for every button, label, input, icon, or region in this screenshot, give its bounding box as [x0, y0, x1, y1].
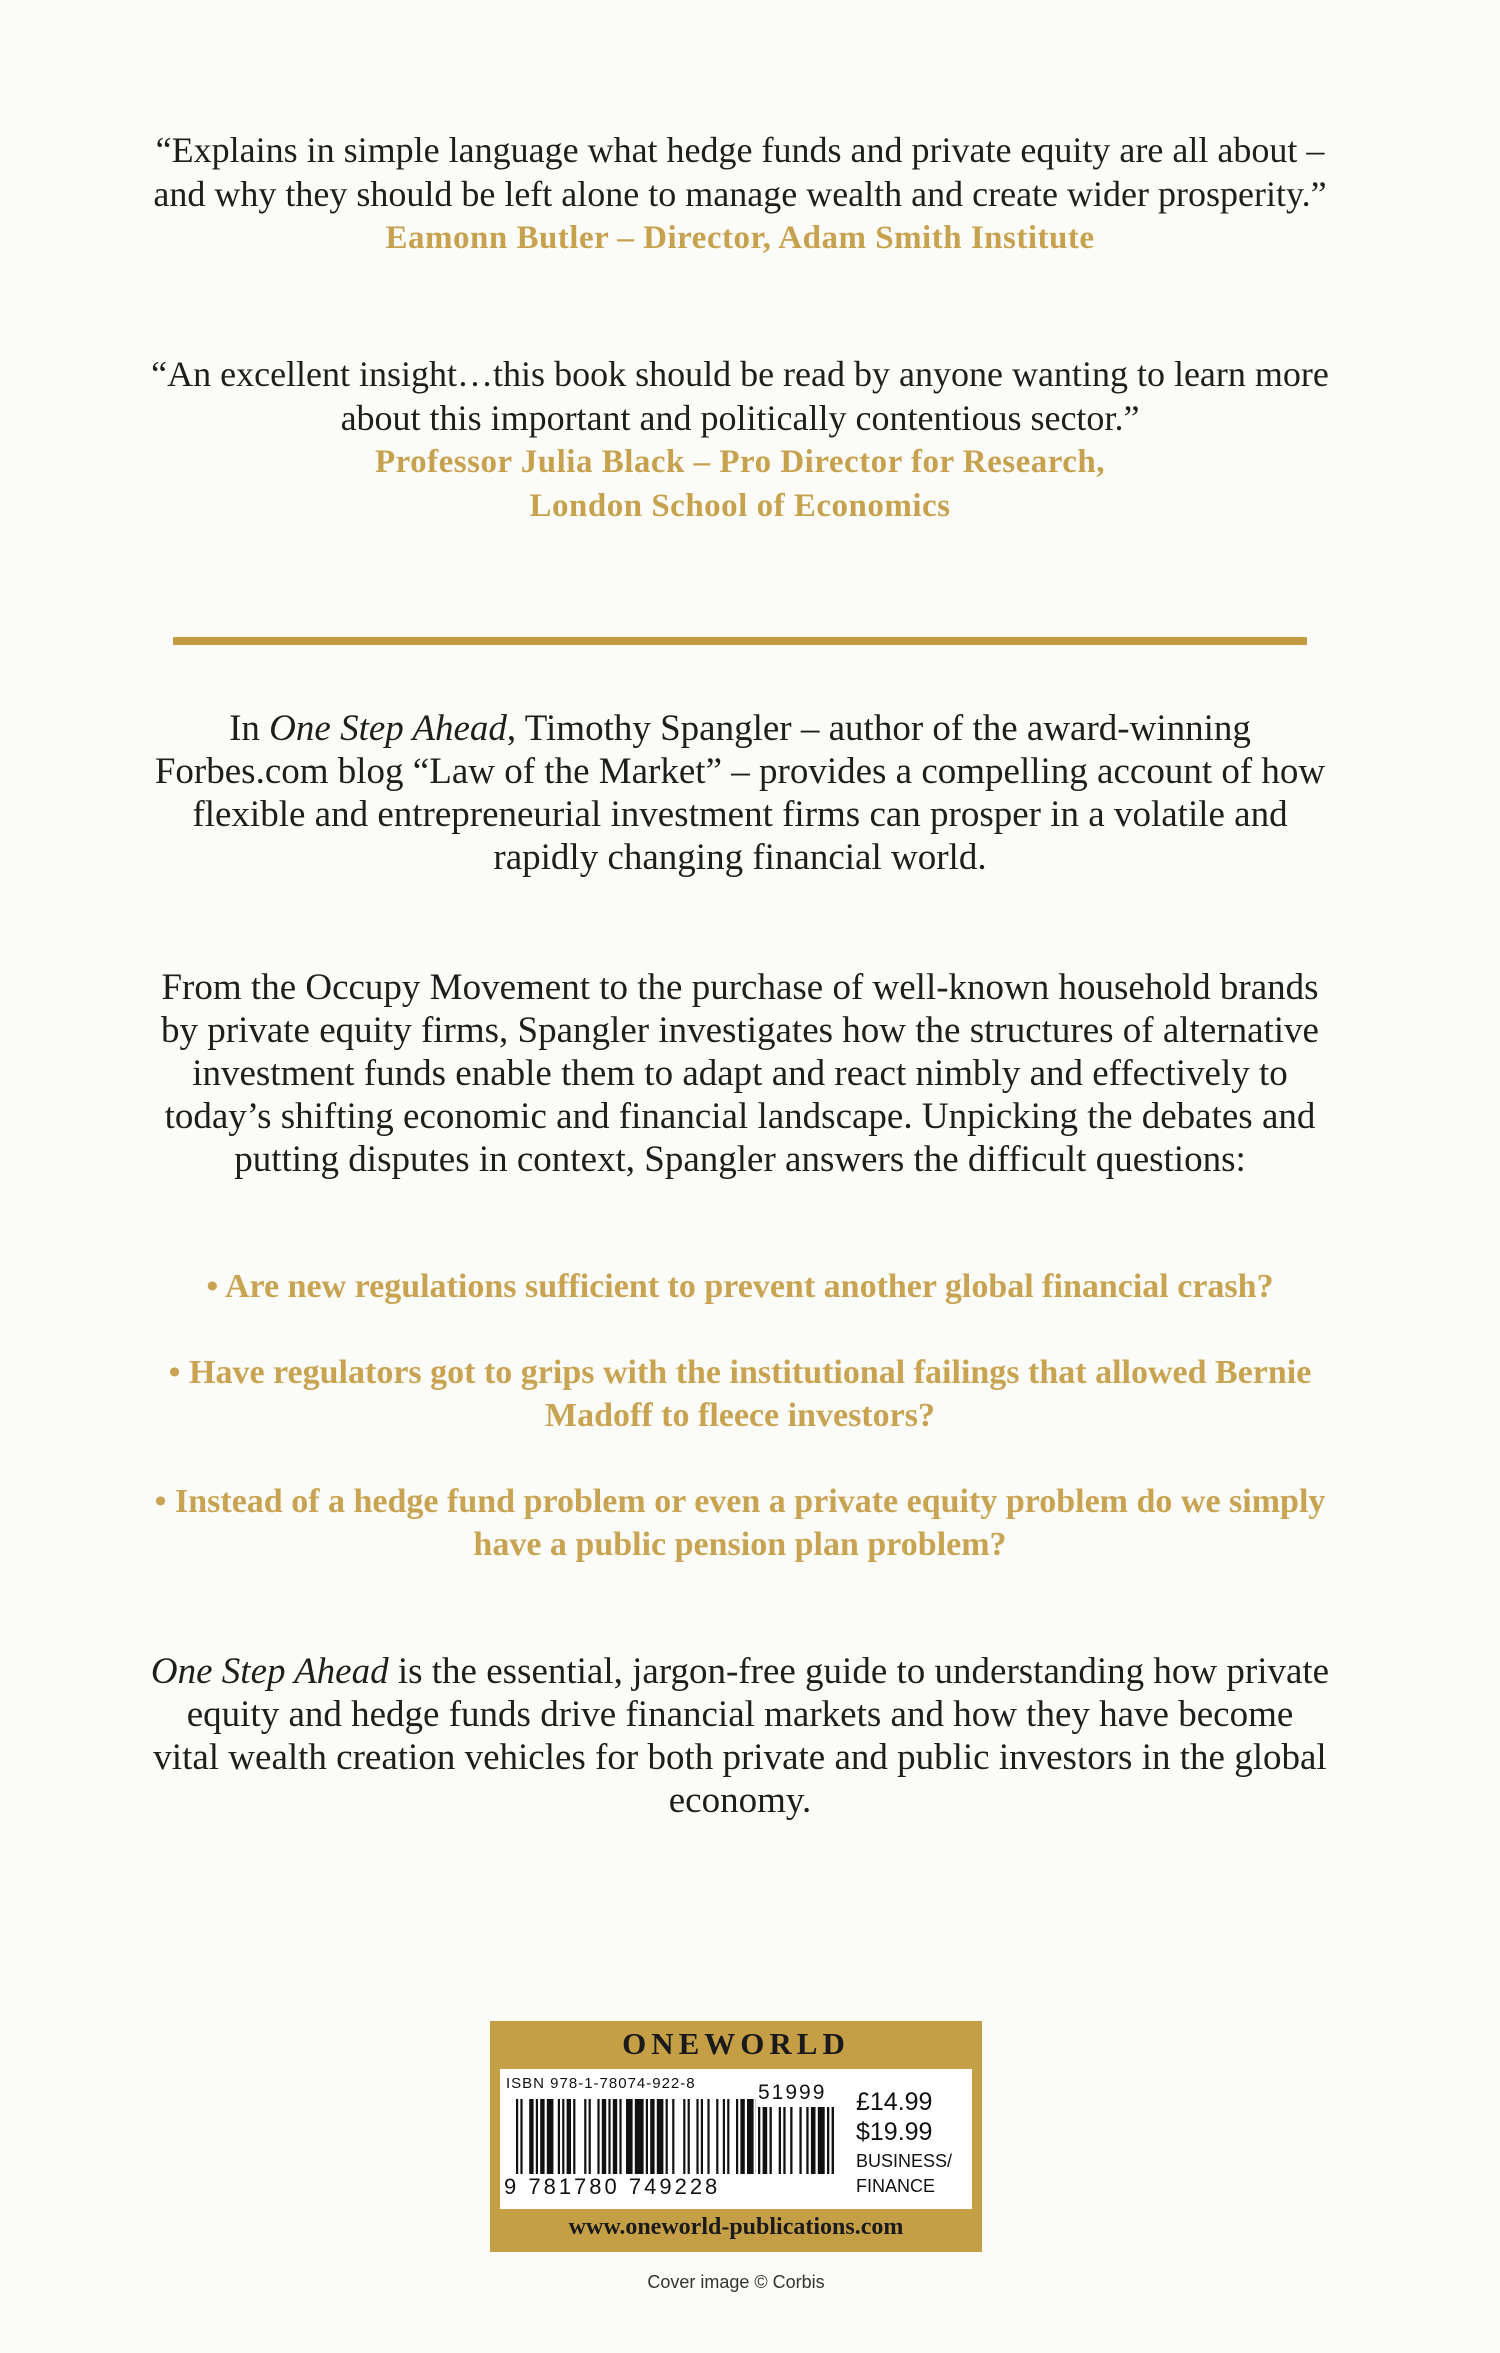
barcode-bar [832, 2107, 834, 2174]
question-bullet: • Instead of a hedge fund problem or even a private equity problem do we simply have a public pension plan problem? [154, 1483, 1326, 1563]
barcode-bar [736, 2099, 738, 2174]
barcode-bar [573, 2099, 575, 2174]
category-line-1: BUSINESS/ [856, 2151, 953, 2171]
barcode-bar [707, 2099, 709, 2174]
quote-text: “Explains in simple language what hedge funds and private equity are all about – and why they should be left alone to manage wealth and create wider prosperity.” [153, 130, 1327, 214]
quote-text: “An excellent insight…this book should be read by anyone wanting to learn more about this important and politically contentious sector.” [151, 354, 1329, 438]
addon-barcode [758, 2107, 834, 2174]
description-paragraph-2: From the Occupy Movement to the purchase of well-known household brands by private equity firms, Spangler investigates how the structures of alternative investment funds enable them to adapt and react nimbly and effectively to today’s shifting economic and financial landscape. Unpicking the debates and putting disputes in context, Spangler answers the difficult questions: [161, 967, 1319, 1180]
barcode-bar [716, 2099, 718, 2174]
question-list [150, 1265, 1330, 1609]
barcode-box [500, 2069, 972, 2209]
barcode-bar [683, 2099, 685, 2174]
publisher-website: www.oneworld-publications.com [568, 2214, 904, 2240]
book-title-italic: One Step Ahead [269, 708, 507, 749]
barcode-bar [558, 2099, 560, 2174]
barcode-bar [657, 2099, 664, 2174]
barcode-bar [696, 2099, 698, 2174]
quote-attribution: Eamonn Butler – Director, Adam Smith Institute [385, 220, 1095, 256]
barcode-bar [536, 2099, 538, 2174]
barcode-bar [666, 2099, 668, 2174]
barcode-bar [763, 2107, 768, 2174]
barcode-bar [747, 2099, 754, 2174]
price-gbp: £14.99 [856, 2088, 933, 2116]
ean-barcode [516, 2099, 756, 2174]
price-usd: $19.99 [856, 2118, 933, 2146]
quote-attribution-line-2: London School of Economics [529, 488, 951, 524]
category-line-2: FINANCE [856, 2176, 936, 2196]
book-title-italic: One Step Ahead [150, 1651, 389, 1692]
barcode-bar [619, 2099, 621, 2174]
barcode-bar [811, 2107, 816, 2174]
barcode-bar [672, 2099, 674, 2174]
barcode-bar [758, 2107, 760, 2174]
barcode-bar [827, 2107, 829, 2174]
barcode-bar [547, 2099, 554, 2174]
endorsement-quote-2 [150, 352, 1330, 528]
barcode-bar [723, 2099, 725, 2174]
barcode-bar [520, 2099, 522, 2174]
gold-divider [173, 637, 1307, 645]
endorsement-quote-1 [150, 128, 1330, 260]
isbn-label: ISBN 978-1-78074-922-8 [506, 2075, 696, 2092]
barcode-bar [646, 2099, 648, 2174]
barcode-bar [818, 2107, 825, 2174]
barcode-bar [597, 2099, 599, 2174]
para1-rest: , Timothy Spangler – author of the award-winning Forbes.com blog “Law of the Market” – provides a compelling account of how flexible and entrepreneurial investment firms can prosper in a volatile and rapidly changing financial world. [154, 708, 1326, 878]
ean-digits: 9 781780 749228 [504, 2174, 721, 2199]
barcode-bar [540, 2099, 544, 2174]
barcode-bar [602, 2099, 606, 2174]
barcode-bar [626, 2099, 633, 2174]
quote-attribution-line-1: Professor Julia Black – Pro Director for Research, [374, 444, 1106, 480]
cover-image-credit: Cover image © Corbis [647, 2272, 825, 2292]
barcode-bar [806, 2107, 808, 2174]
addon-digits: 51999 [758, 2081, 827, 2104]
question-bullet: • Have regulators got to grips with the institutional failings that allowed Bernie Madoff to fleece investors? [168, 1354, 1312, 1434]
question-bullet: • Are new regulations sufficient to prevent another global financial crash? [206, 1268, 1274, 1305]
barcode-bar [783, 2107, 785, 2174]
barcode-bar [701, 2099, 703, 2174]
barcode-bar [688, 2099, 690, 2174]
barcode-bar [770, 2107, 772, 2174]
publisher-panel [490, 2021, 982, 2252]
para1-intro: In [229, 708, 270, 749]
barcode-bar [562, 2099, 564, 2174]
price-block [856, 2087, 952, 2197]
barcode-bar [584, 2099, 586, 2174]
barcode-bar [650, 2099, 654, 2174]
barcode-bar [613, 2099, 617, 2174]
description-paragraph-3 [150, 1650, 1330, 1822]
publisher-name: ONEWORLD [622, 2026, 850, 2061]
barcode-bar [635, 2099, 644, 2174]
barcode-bar [567, 2099, 571, 2174]
barcode-bar [589, 2099, 591, 2174]
barcode-bar [608, 2099, 610, 2174]
barcode-bar [727, 2099, 729, 2174]
barcode-bar [790, 2107, 792, 2174]
barcode-bar [516, 2099, 518, 2174]
para3-rest: is the essential, jargon-free guide to understanding how private equity and hedge funds drive financial markets and how they have become vital wealth creation vehicles for both private and public investors in the global economy. [153, 1651, 1330, 1821]
barcode-bar [799, 2107, 801, 2174]
barcode-bar [529, 2099, 533, 2174]
description-paragraph-1 [150, 707, 1330, 879]
barcode-bar [779, 2107, 781, 2174]
barcode-bar [740, 2099, 744, 2174]
